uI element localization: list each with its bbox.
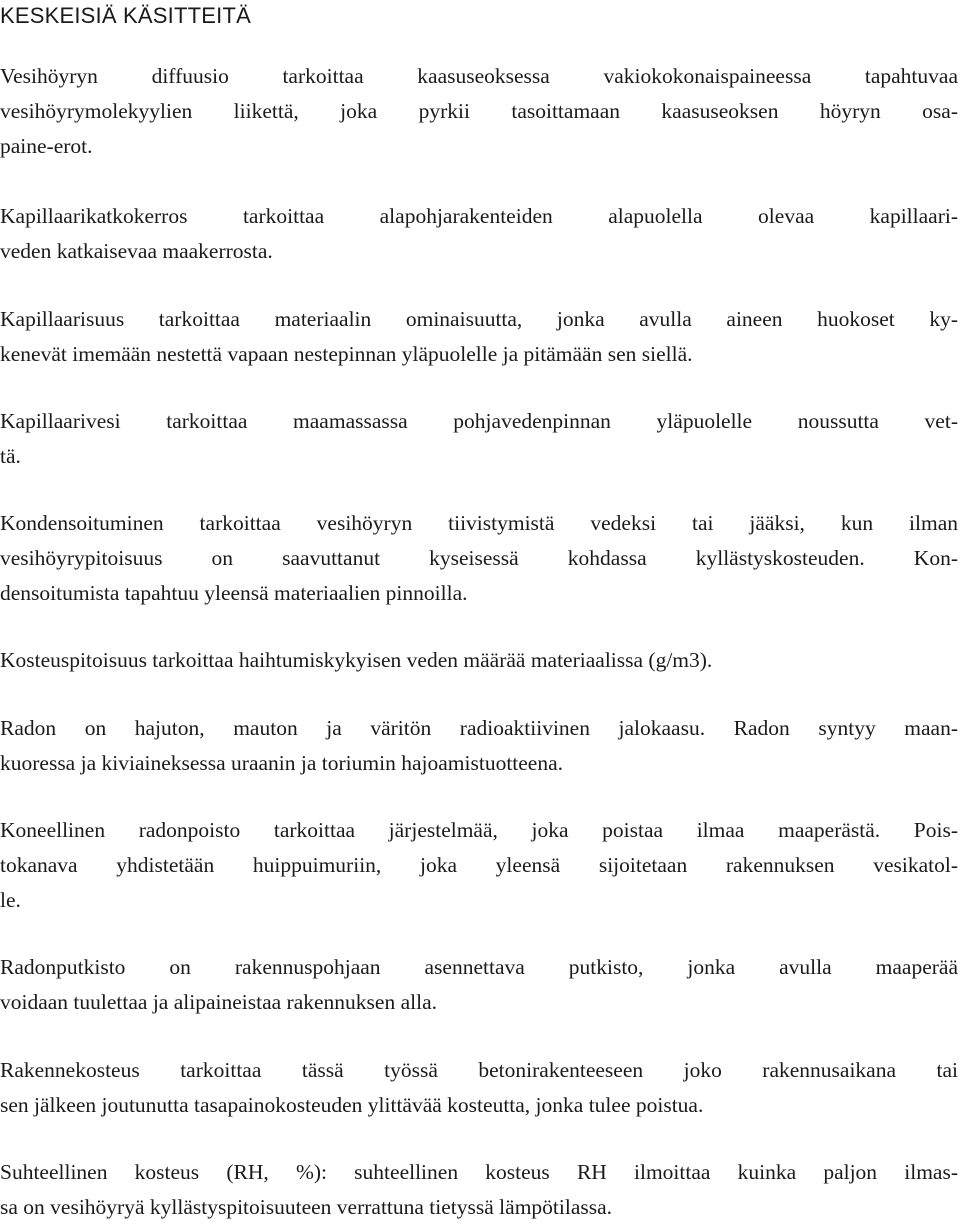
paragraph-line: le. xyxy=(0,888,21,912)
paragraph-line: Kondensoituminen tarkoittaa vesihöyryn tiivistymistä vedeksi tai jääksi, kun ilman xyxy=(0,511,958,535)
paragraph-line: Kapillaarivesi tarkoittaa maamassassa pohjavedenpinnan yläpuolelle noussutta vet- xyxy=(0,409,958,433)
paragraph-line: paine-erot. xyxy=(0,134,93,158)
paragraph-kapillaarisuus xyxy=(0,302,958,372)
paragraph-rakennekosteus xyxy=(0,1053,958,1123)
paragraph-kondensoituminen xyxy=(0,506,958,611)
paragraph-line: Koneellinen radonpoisto tarkoittaa järjestelmää, joka poistaa ilmaa maaperästä. Pois- xyxy=(0,818,958,842)
paragraph-line: vesihöyrymolekyylien liikettä, joka pyrkii tasoittamaan kaasuseoksen höyryn osa- xyxy=(0,99,958,123)
paragraph-radonputkisto xyxy=(0,950,958,1020)
paragraph-suhteellinen-kosteus xyxy=(0,1155,958,1225)
paragraph-line: sa on vesihöyryä kyllästyspitoisuuteen verrattuna tietyssä lämpötilassa. xyxy=(0,1195,613,1219)
paragraph-line: Suhteellinen kosteus (RH, %): suhteellinen kosteus RH ilmoittaa kuinka paljon ilmas- xyxy=(0,1160,958,1184)
paragraph-kapillaarikatkokerros xyxy=(0,199,958,269)
paragraph-kosteuspitoisuus xyxy=(0,643,958,678)
paragraph-line: Kapillaarisuus tarkoittaa materiaalin ominaisuutta, jonka avulla aineen huokoset ky- xyxy=(0,307,958,331)
paragraph-line: Radonputkisto on rakennuspohjaan asennettava putkisto, jonka avulla maaperää xyxy=(0,955,958,979)
paragraph-line: voidaan tuulettaa ja alipaineistaa rakennuksen alla. xyxy=(0,990,437,1014)
paragraph-line: kenevät imemään nestettä vapaan nestepinnan yläpuolelle ja pitämään sen siellä. xyxy=(0,342,693,366)
paragraph-line: tä. xyxy=(0,444,21,468)
paragraph-line: Vesihöyryn diffuusio tarkoittaa kaasuseoksessa vakiokokonaispaineessa tapahtuvaa xyxy=(0,64,958,88)
paragraph-line: Rakennekosteus tarkoittaa tässä työssä betonirakenteeseen joko rakennusaikana tai xyxy=(0,1058,958,1082)
paragraph-line: tokanava yhdistetään huippuimuriin, joka yleensä sijoitetaan rakennuksen vesikatol- xyxy=(0,853,958,877)
paragraph-line: Kosteuspitoisuus tarkoittaa haihtumiskykyisen veden määrää materiaalissa (g/m3). xyxy=(0,648,713,672)
paragraph-line: Radon on hajuton, mauton ja väritön radioaktiivinen jalokaasu. Radon syntyy maan- xyxy=(0,716,958,740)
paragraph-line: sen jälkeen joutunutta tasapainokosteuden ylittävää kosteutta, jonka tulee poistua. xyxy=(0,1093,704,1117)
paragraph-radon xyxy=(0,711,958,781)
paragraph-line: kuoressa ja kiviaineksessa uraanin ja toriumin hajoamistuotteena. xyxy=(0,751,564,775)
section-heading: KESKEISIÄ KÄSITTEITÄ xyxy=(0,3,251,28)
paragraph-line: veden katkaisevaa maakerrosta. xyxy=(0,239,273,263)
paragraph-line: densoitumista tapahtuu yleensä materiaalien pinnoilla. xyxy=(0,581,468,605)
paragraph-vesihoyryn-diffuusio xyxy=(0,59,958,164)
paragraph-kapillaarivesi xyxy=(0,404,958,474)
paragraph-koneellinen-radonpoisto xyxy=(0,813,958,918)
paragraph-line: vesihöyrypitoisuus on saavuttanut kyseisessä kohdassa kyllästyskosteuden. Kon- xyxy=(0,546,958,570)
paragraph-line: Kapillaarikatkokerros tarkoittaa alapohjarakenteiden alapuolella olevaa kapillaari- xyxy=(0,204,958,228)
